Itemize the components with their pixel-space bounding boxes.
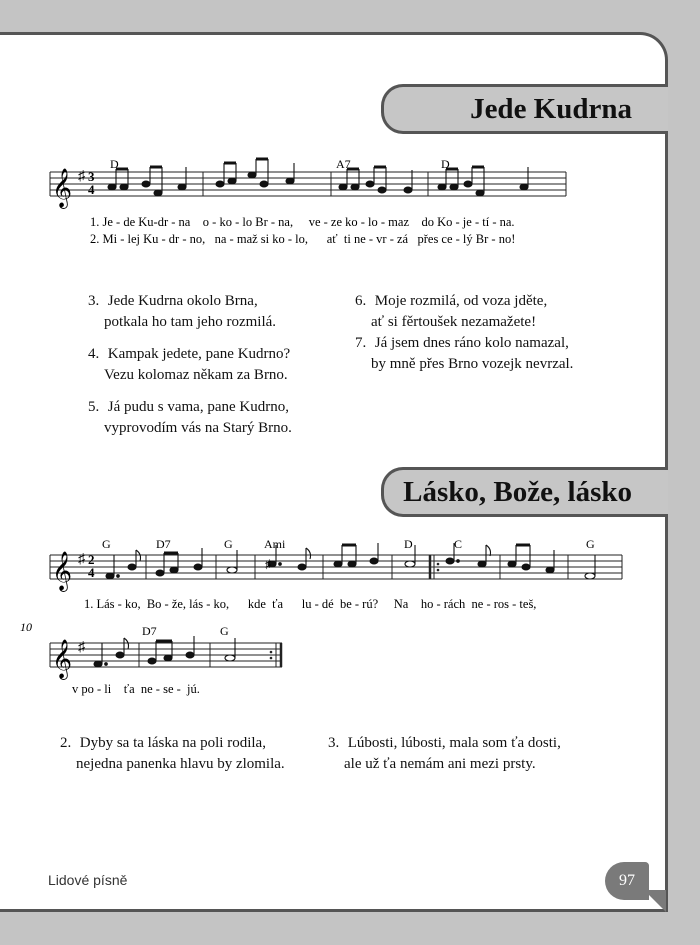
svg-text:♯: ♯ xyxy=(78,552,85,567)
chord-symbol: D xyxy=(404,537,413,551)
svg-text:4: 4 xyxy=(88,182,95,197)
verse: 2. Dyby sa ta láska na poli rodila, nejedna panenka hlavu by zlomila. xyxy=(60,735,285,772)
music-staff xyxy=(48,535,628,615)
verse: 7. Já jsem dnes ráno kolo namazal, by mně přes Brno vozejk nevrzal. xyxy=(355,335,574,372)
lyrics-line: 1. Je - de Ku-dr - na o - ko - lo Br - na, ve - ze ko - lo - maz do Ko - je - tí - na. xyxy=(90,215,515,229)
svg-text:♯: ♯ xyxy=(78,169,85,184)
chord-symbol: G xyxy=(224,537,233,551)
verse: 3. Jede Kudrna okolo Brna, potkala ho tam jeho rozmilá. xyxy=(88,293,277,330)
music-staff xyxy=(20,620,290,702)
treble-clef-icon: 𝄞 xyxy=(52,170,73,207)
verse: 5. Já pudu s vama, pane Kudrno, vyprovodím vás na Starý Brno. xyxy=(88,399,292,436)
lyrics-line: 1. Lás - ko, Bo - že, lás - ko, kde ťa lu - dé be - rú? Na ho - rách ne - ros - teš, xyxy=(84,597,537,611)
lyrics-line: v po - li ťa ne - se - jú. xyxy=(72,682,200,696)
chord-symbol: D xyxy=(110,157,119,171)
svg-text:4: 4 xyxy=(88,565,95,580)
music-staff xyxy=(48,155,578,250)
song-title-tab xyxy=(381,84,668,134)
svg-text:2: 2 xyxy=(88,552,95,567)
chord-symbol: Ami xyxy=(264,537,286,551)
book-title: Lidové písně xyxy=(48,872,128,888)
page-number: 97 xyxy=(605,862,649,900)
verse: 6. Moje rozmilá, od voza jděte, ať si fěrtoušek nezamažete! xyxy=(355,293,548,330)
chord-symbol: D7 xyxy=(142,624,157,638)
chord-symbol: G xyxy=(220,624,229,638)
svg-text:♯: ♯ xyxy=(78,640,85,655)
chord-symbol: D xyxy=(441,157,450,171)
song-title: Jede Kudrna xyxy=(470,92,632,125)
chord-symbol: A7 xyxy=(336,157,351,171)
measure-number: 10 xyxy=(20,620,32,634)
chord-symbol: C xyxy=(454,537,463,551)
song-title-tab xyxy=(381,467,668,517)
chord-symbol: D7 xyxy=(156,537,171,551)
verse: 4. Kampak jedete, pane Kudrno? Vezu kolomaz někam za Brno. xyxy=(88,346,291,383)
lyrics-line: 2. Mi - lej Ku - dr - no, na - maž si ko - lo, ať ti ne - vr - zá přes ce - lý Br - no! xyxy=(90,232,516,246)
chord-symbol: G xyxy=(102,537,111,551)
svg-text:3: 3 xyxy=(88,169,95,184)
svg-text:♯: ♯ xyxy=(265,557,271,571)
song-title: Lásko, Bože, lásko xyxy=(403,475,632,508)
treble-clef-icon: 𝄞 xyxy=(52,553,73,590)
verse: 3. Lúbosti, lúbosti, mala som ťa dosti, ale už ťa nemám ani mezi prsty. xyxy=(328,735,561,772)
treble-clef-icon: 𝄞 xyxy=(52,641,73,678)
chord-symbol: G xyxy=(586,537,595,551)
